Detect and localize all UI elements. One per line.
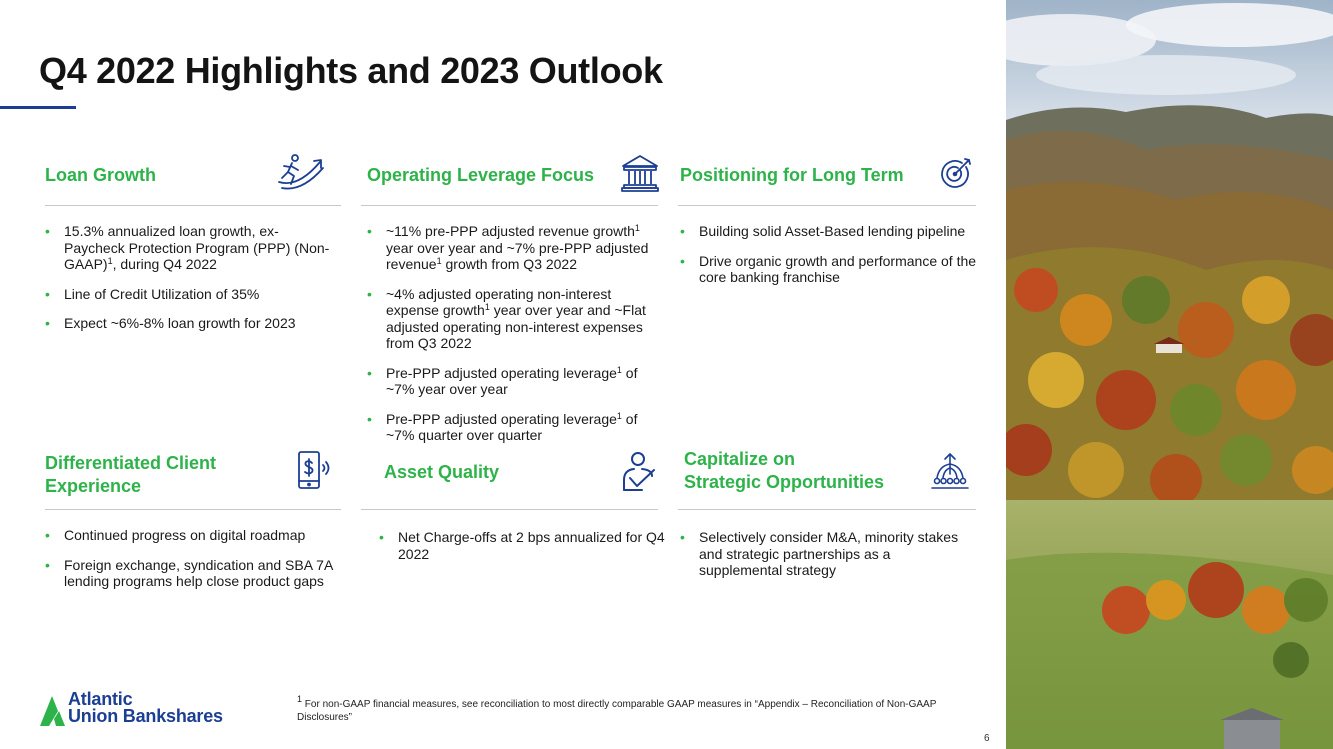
- person-checkmark-icon: [618, 450, 658, 494]
- section-divider: [678, 509, 976, 510]
- list-item: • ~11% pre-PPP adjusted revenue growth$^1$ year over year and ~7% pre-PPP adjusted revenue$^1$ growth from Q3 2022: [367, 223, 659, 273]
- loan-growth-bullets: [45, 223, 335, 345]
- page-number: 6: [984, 733, 990, 744]
- section-title-operating-leverage: Operating Leverage Focus: [367, 165, 595, 185]
- logo-wordmark: Atlantic Union Bankshares: [68, 689, 223, 726]
- list-item: • Pre-PPP adjusted operating leverage$^1$ of ~7% quarter over quarter: [367, 411, 659, 444]
- section-divider: [45, 509, 341, 510]
- operating-leverage-bullets: [367, 223, 659, 457]
- runner-growth-arrow-icon: [276, 152, 328, 194]
- mobile-payment-icon: [295, 450, 333, 492]
- list-item: • Expect ~6%-8% loan growth for 2023: [45, 315, 335, 332]
- section-divider: [45, 205, 341, 206]
- list-item: • Building solid Asset-Based lending pipeline: [680, 223, 980, 240]
- section-divider: [361, 509, 658, 510]
- section-title-loan-growth: Loan Growth: [45, 165, 156, 185]
- list-item: • Selectively consider M&A, minority stakes and strategic partnerships as a supplemental strategy: [680, 529, 970, 579]
- list-item: • Line of Credit Utilization of 35%: [45, 286, 335, 303]
- page-title: Q4 2022 Highlights and 2023 Outlook: [39, 50, 663, 91]
- section-title-strategic: Capitalize on Strategic Opportunities: [684, 449, 885, 492]
- company-logo: [38, 691, 260, 731]
- section-title-asset-quality: Asset Quality: [384, 462, 500, 482]
- section-title-long-term: Positioning for Long Term: [680, 165, 904, 185]
- list-item: • Continued progress on digital roadmap: [45, 527, 341, 544]
- asset-quality-bullets: [379, 529, 669, 575]
- atlantic-union-logo-icon: [38, 695, 66, 727]
- footnote: $^1$ For non-GAAP financial measures, see reconciliation to most directly comparable GAAP measures in “Appendix – Reconciliation of Non-GAAP Disclosures”: [297, 694, 937, 723]
- long-term-bullets: [680, 223, 980, 299]
- bank-building-icon: [620, 153, 660, 193]
- title-underline: [0, 106, 76, 109]
- client-experience-bullets: [45, 527, 341, 603]
- section-title-client-experience: Differentiated Client Experience: [45, 453, 217, 496]
- list-item: • Drive organic growth and performance of the core banking franchise: [680, 253, 980, 286]
- landscape-photo: [1006, 0, 1333, 749]
- strategic-bullets: [680, 529, 970, 592]
- list-item: • Pre-PPP adjusted operating leverage$^1$ of ~7% year over year: [367, 365, 659, 398]
- network-growth-icon: [929, 450, 971, 492]
- section-divider: [678, 205, 976, 206]
- list-item: • Net Charge-offs at 2 bps annualized for Q4 2022: [379, 529, 669, 562]
- list-item: • Foreign exchange, syndication and SBA 7A lending programs help close product gaps: [45, 557, 341, 590]
- section-divider: [361, 205, 658, 206]
- list-item: • 15.3% annualized loan growth, ex-Paycheck Protection Program (PPP) (Non-GAAP)$^1$, during Q4 2022: [45, 223, 335, 273]
- list-item: • ~4% adjusted operating non-interest expense growth$^1$ year over year and ~Flat adjusted operating non-interest expenses from Q3 2022: [367, 286, 659, 352]
- target-dart-icon: [938, 155, 974, 191]
